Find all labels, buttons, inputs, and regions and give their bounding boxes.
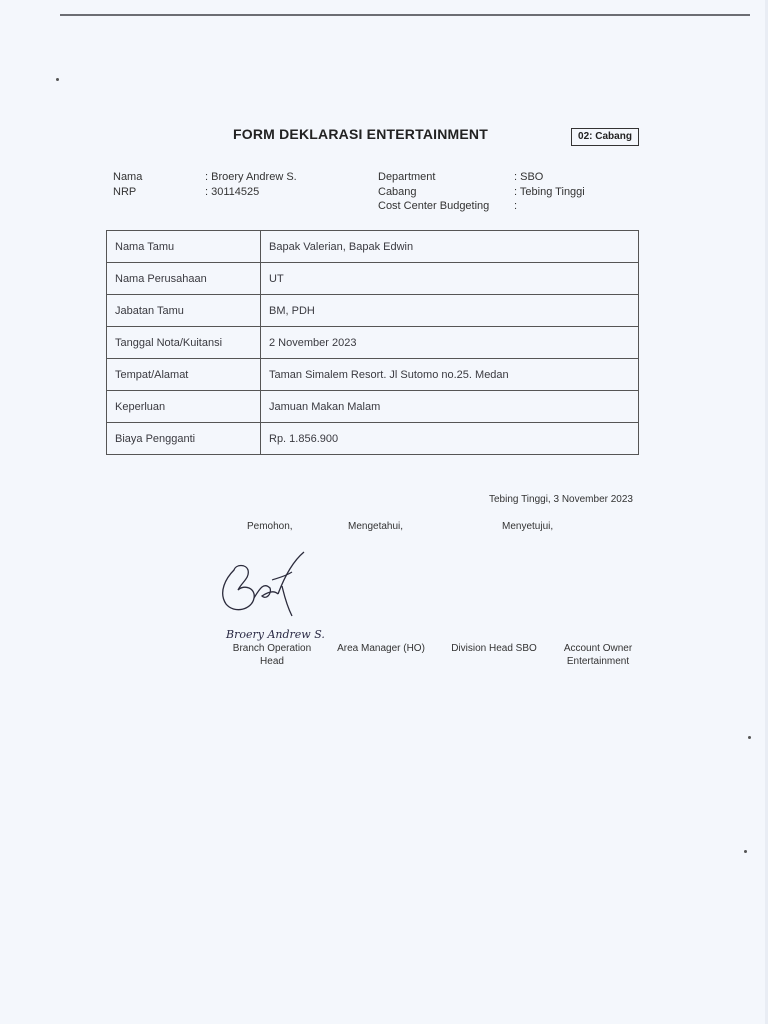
header-value-cost-center: : xyxy=(514,200,518,212)
detail-label: Nama Tamu xyxy=(107,231,261,263)
position-area-manager: Area Manager (HO) xyxy=(337,643,425,654)
form-title: FORM DEKLARASI ENTERTAINMENT xyxy=(233,126,488,142)
header-left-labels xyxy=(113,170,142,199)
detail-value: Taman Simalem Resort. Jl Sutomo no.25. Medan xyxy=(261,359,639,391)
table-row xyxy=(107,295,639,327)
detail-label: Keperluan xyxy=(107,391,261,423)
header-left-values xyxy=(205,170,297,199)
table-row xyxy=(107,359,639,391)
table-row xyxy=(107,231,639,263)
place-date: Tebing Tinggi, 3 November 2023 xyxy=(489,494,633,505)
table-row xyxy=(107,327,639,359)
header-label-department: Department xyxy=(378,171,436,183)
detail-label: Biaya Pengganti xyxy=(107,423,261,455)
scan-edge-line xyxy=(60,14,750,16)
scan-speck xyxy=(744,850,747,853)
detail-label: Nama Perusahaan xyxy=(107,263,261,295)
detail-label: Jabatan Tamu xyxy=(107,295,261,327)
header-label-nama: Nama xyxy=(113,171,143,183)
role-approved: Menyetujui, xyxy=(502,521,554,532)
position-branch-operation-head: Branch Operation Head xyxy=(232,643,312,667)
form-code-box: 02: Cabang xyxy=(571,128,639,146)
header-right-values xyxy=(514,170,585,214)
header-value-nrp: : 30114525 xyxy=(205,185,260,198)
position-division-head: Division Head SBO xyxy=(451,643,537,654)
table-row xyxy=(107,263,639,295)
handwritten-signature xyxy=(212,548,322,618)
scan-speck xyxy=(56,78,59,81)
detail-value: 2 November 2023 xyxy=(261,327,639,359)
detail-label: Tempat/Alamat xyxy=(107,359,261,391)
declaration-details-table xyxy=(106,230,639,455)
detail-label: Tanggal Nota/Kuitansi xyxy=(107,327,261,359)
header-value-cabang: : Tebing Tinggi xyxy=(514,185,585,198)
signer-name: Broery Andrew S. xyxy=(226,628,325,641)
detail-value: Jamuan Makan Malam xyxy=(261,391,639,423)
role-acknowledged: Mengetahui, xyxy=(348,521,404,532)
scan-speck xyxy=(748,736,751,739)
header-value-nama: : Broery Andrew S. xyxy=(205,171,297,183)
header-label-cabang: Cabang xyxy=(378,185,417,198)
table-row xyxy=(107,423,639,455)
role-applicant: Pemohon, xyxy=(247,521,293,532)
detail-value: UT xyxy=(261,263,639,295)
detail-value: Rp. 1.856.900 xyxy=(261,423,639,455)
header-value-department: : SBO xyxy=(514,171,544,183)
table-row xyxy=(107,391,639,423)
detail-value: BM, PDH xyxy=(261,295,639,327)
detail-value: Bapak Valerian, Bapak Edwin xyxy=(261,231,639,263)
position-account-owner: Account Owner Entertainment xyxy=(563,643,633,667)
header-right-labels xyxy=(378,170,489,214)
header-label-cost-center: Cost Center Budgeting xyxy=(378,200,490,212)
header-label-nrp: NRP xyxy=(113,185,137,198)
